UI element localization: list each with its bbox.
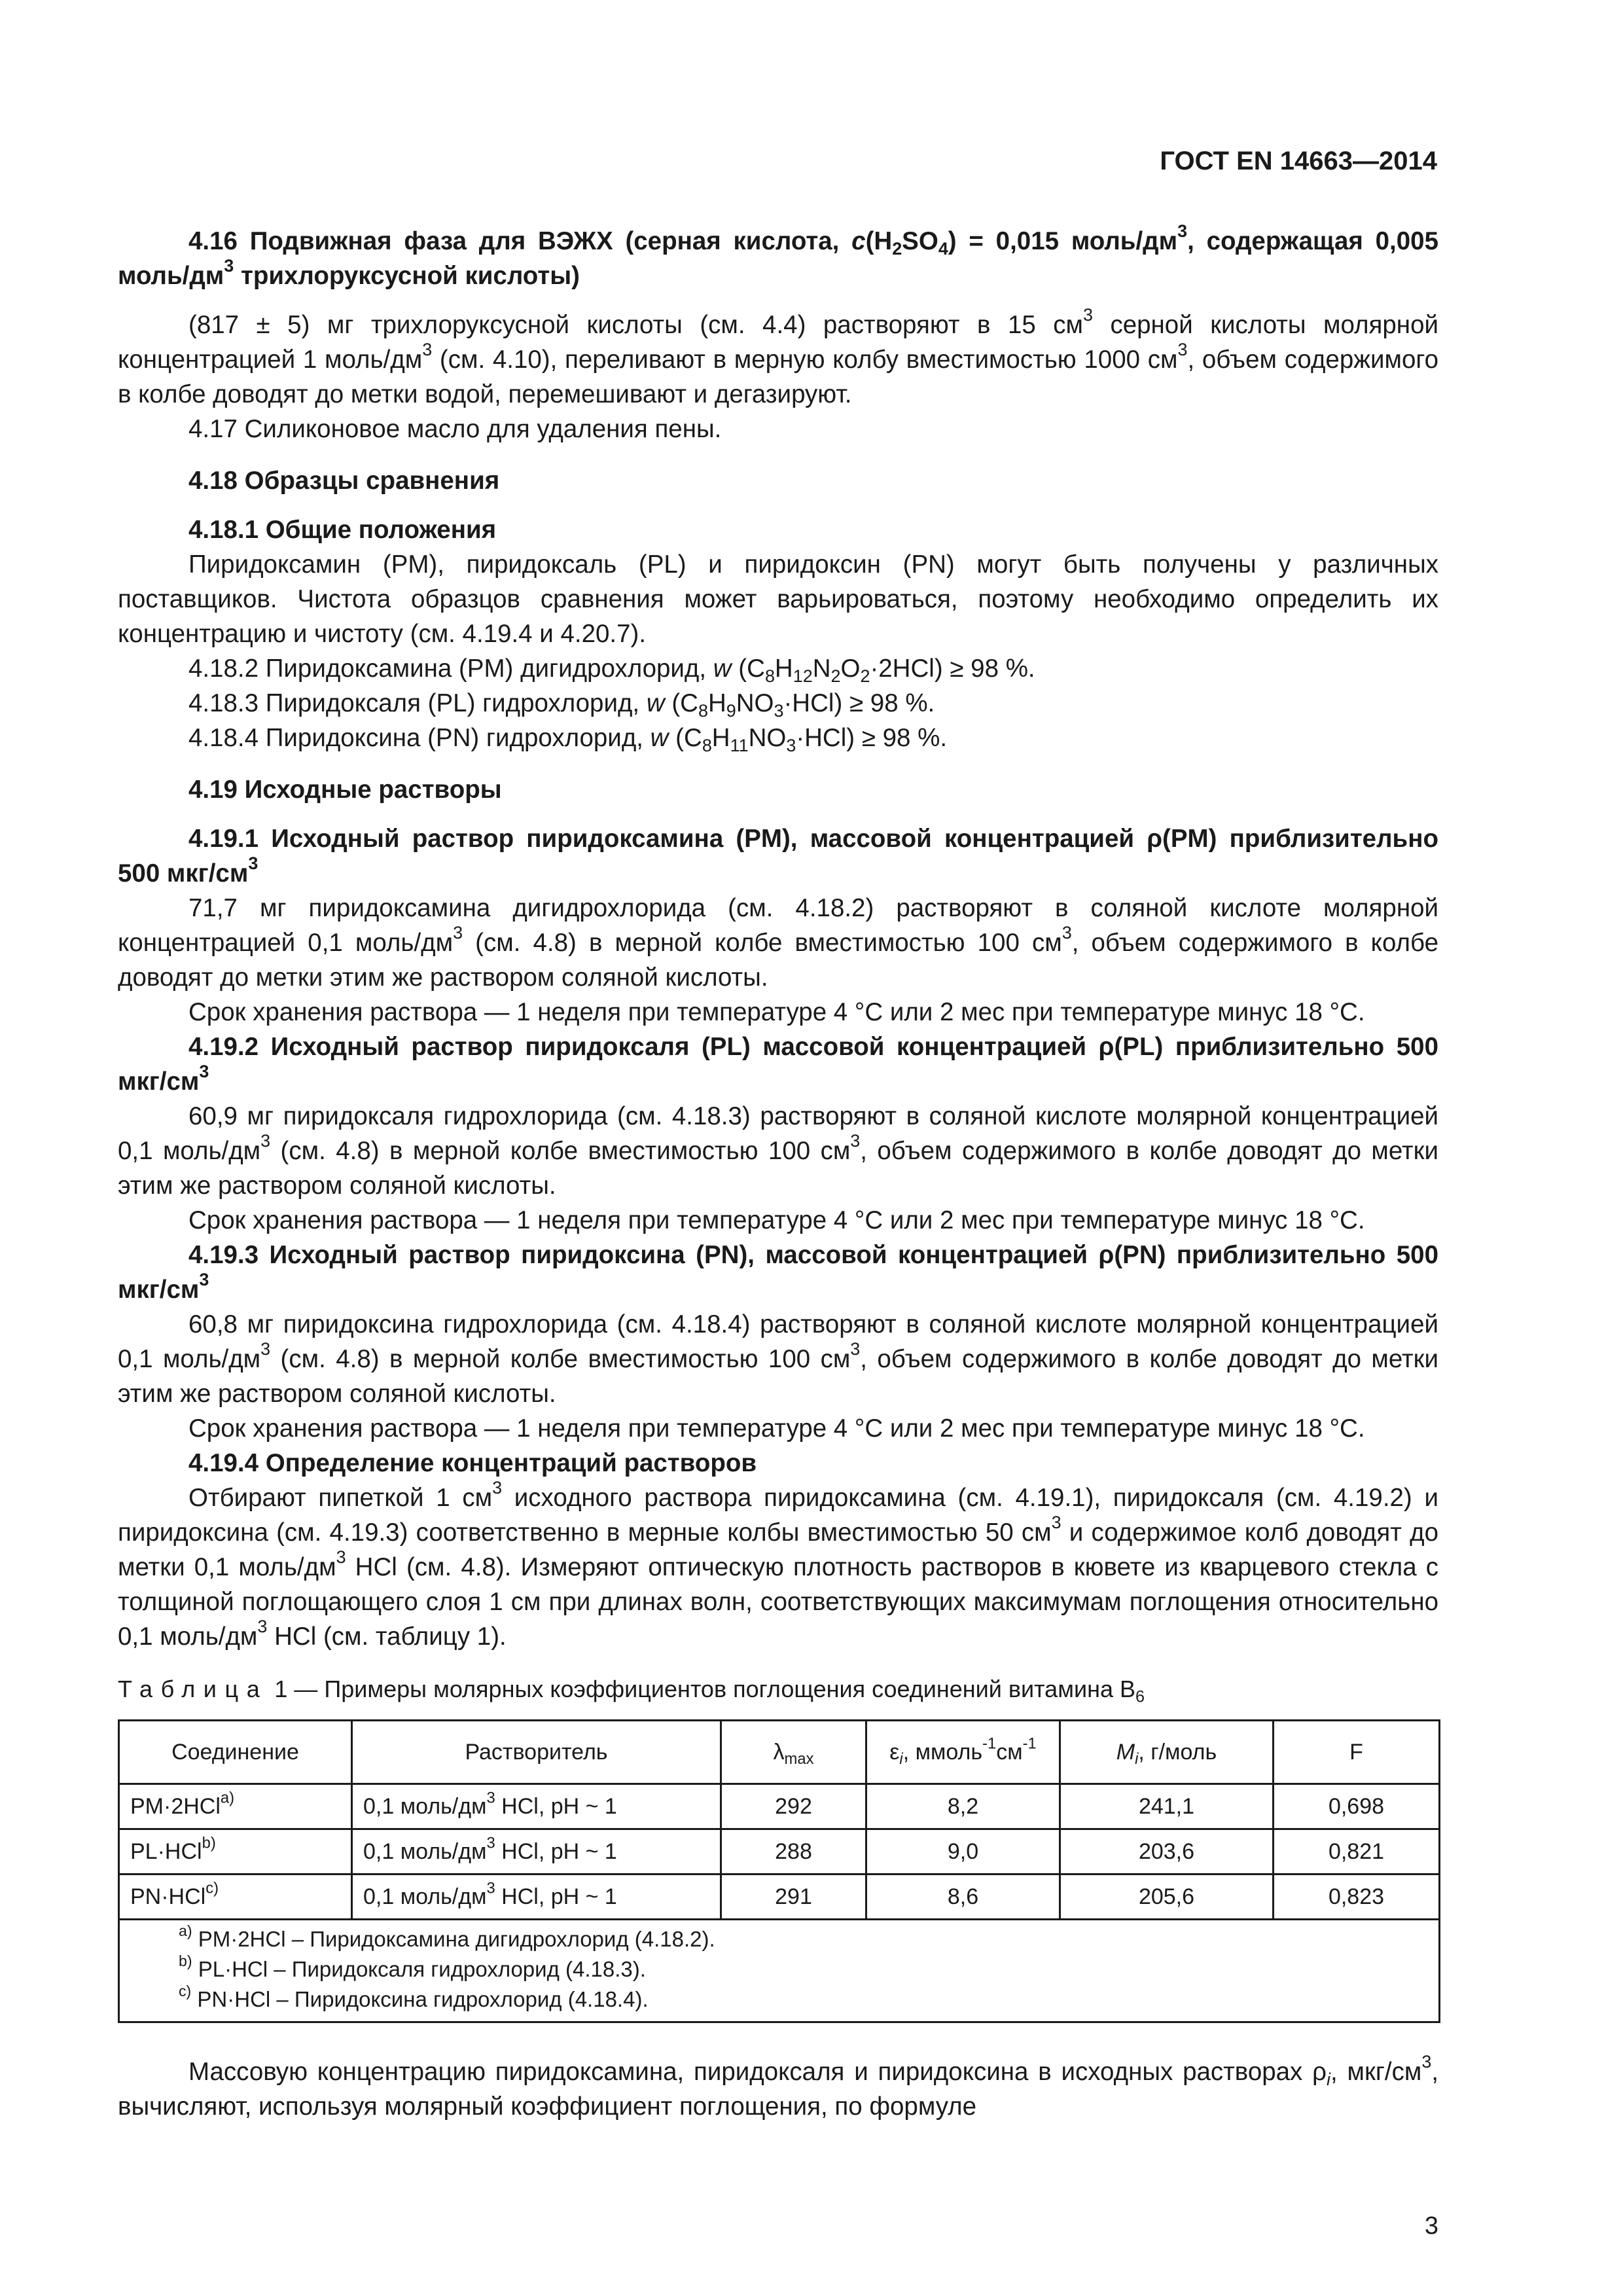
section-4-18-1-title: 4.18.1 Общие положения <box>188 516 497 544</box>
body-text <box>118 221 1439 2124</box>
section-4-19-1-storage: Срок хранения раствора — 1 неделя при температуре 4 °C или 2 мес при температуре минус 18 °C. <box>188 998 1365 1026</box>
table-footnote: $^{b)}$ PL·HCl – Пиридоксаля гидрохлорид (4.18.3). <box>179 1952 646 1981</box>
cell-epsilon: 8,6 <box>866 1874 1060 1920</box>
cell-lambda: 292 <box>721 1784 866 1829</box>
cell-molar-mass: 241,1 <box>1060 1784 1274 1829</box>
table-header-row <box>119 1721 1440 1784</box>
absorption-table <box>118 1719 1440 2023</box>
table-row <box>119 1784 1440 1829</box>
section-4-16-paragraph: (817 ± 5) мг трихлоруксусной кислоты (см. 4.4) растворяют в 15 $см^3$ серной кислоты молярной концентрацией 1 моль/$дм^3$ (см. 4.10), переливают в мерную колбу вместимостью 1000 $см^3$, объем содержимого в колбе доводят до метки водой, перемешивают и дегазируют. <box>118 305 1438 408</box>
section-4-19-4-paragraph: Отбирают пипеткой 1 $см^3$ исходного раствора пиридоксамина (см. 4.19.1), пиридоксаля (см. 4.19.2) и пиридоксина (см. 4.19.3) соответственно в мерные колбы вместимостью 50 $см^3$ и содержимое колб доводят до метки 0,1 моль/$дм^3$ HCl (см. 4.8). Измеряют оптическую плотность растворов в кювете из кварцевого стекла с толщиной поглощающего слоя 1 см при длинах волн, соответствующих максимумам поглощения относительно 0,1 моль/$дм^3$ HCl (см. таблицу 1). <box>118 1478 1438 1651</box>
table-footnote: $^{a)}$ PM·2HCl – Пиридоксамина дигидрохлорид (4.18.2). <box>179 1922 715 1951</box>
cell-molar-mass: 203,6 <box>1060 1829 1274 1874</box>
cell-epsilon: 9,0 <box>866 1829 1060 1874</box>
table-footnotes <box>119 1920 1440 2022</box>
cell-factor: 0,823 <box>1274 1874 1440 1920</box>
section-4-19-1-title: 4.19.1 Исходный раствор пиридоксамина (PM), массовой концентрацией ρ(PM) приблизительно 500 мкг/$см^3$ <box>118 825 1438 888</box>
page-number: 3 <box>1424 2212 1438 2240</box>
section-4-18-1-paragraph: Пиридоксамин (PM), пиридоксаль (PL) и пиридоксин (PN) могут быть получены у различных поставщиков. Чистота образцов сравнения может варьироваться, поэтому необходимо определить их концентрацию и чистоту (см. 4.19.4 и 4.20.7). <box>118 550 1438 648</box>
section-4-19-3-title: 4.19.3 Исходный раствор пиридоксина (PN), массовой концентрацией ρ(PN) приблизительно 500 мкг/$см^3$ <box>118 1241 1438 1304</box>
cell-factor: 0,821 <box>1274 1829 1440 1874</box>
section-4-18-4: 4.18.4 Пиридоксина (PN) гидрохлорид, w $(C_8H_{11}NO_3\cdot HCl) \ge 98$ %. <box>188 724 948 756</box>
cell-lambda: 291 <box>721 1874 866 1920</box>
table-footnotes-row <box>119 1920 1440 2022</box>
table-row <box>119 1829 1440 1874</box>
section-4-19-title: 4.19 Исходные растворы <box>188 776 502 804</box>
section-4-19-2-storage: Срок хранения раствора — 1 неделя при температуре 4 °C или 2 мес при температуре минус 18 °C. <box>188 1206 1365 1234</box>
cell-molar-mass: 205,6 <box>1060 1874 1274 1920</box>
section-4-19-2-paragraph: 60,9 мг пиридоксаля гидрохлорида (см. 4.18.3) растворяют в соляной кислоте молярной концентрацией 0,1 моль/$дм^3$ (см. 4.8) в мерной колбе вместимостью 100 $см^3$, объем содержимого в колбе доводят до метки этим же раствором соляной кислоты. <box>118 1102 1439 1200</box>
standard-header: ГОСТ EN 14663—2014 <box>1160 147 1437 175</box>
header-solvent: Растворитель <box>352 1721 721 1784</box>
section-4-19-3-paragraph: 60,8 мг пиридоксина гидрохлорида (см. 4.18.4) растворяют в соляной кислоте молярной концентрацией 0,1 моль/$дм^3$ (см. 4.8) в мерной колбе вместимостью 100 $см^3$, объем содержимого в колбе доводят до метки этим же раствором соляной кислоты. <box>118 1310 1439 1408</box>
section-4-19-2-title: 4.19.2 Исходный раствор пиридоксаля (PL) массовой концентрацией ρ(PL) приблизительно 500 мкг/$см^3$ <box>118 1033 1438 1096</box>
cell-compound: PM·2HCl$^{a)}$ <box>119 1784 352 1829</box>
section-4-18-3: 4.18.3 Пиридоксаля (PL) гидрохлорид, w $(C_8H_9NO_3\cdot HCl) \ge 98$ %. <box>188 689 935 721</box>
cell-compound: PL·HCl$^{b)}$ <box>119 1829 352 1874</box>
cell-epsilon: 8,2 <box>866 1784 1060 1829</box>
table-footnote: $^{c)}$ PN·HCl – Пиридоксина гидрохлорид (4.18.4). <box>179 1982 649 2011</box>
table-row <box>119 1874 1440 1920</box>
header-lambda: $\lambda_{max}$ <box>721 1721 866 1784</box>
cell-compound: PN·HCl$^{c)}$ <box>119 1874 352 1920</box>
cell-lambda: 288 <box>721 1829 866 1874</box>
header-factor: F <box>1274 1721 1440 1784</box>
section-4-18-title: 4.18 Образцы сравнения <box>188 467 500 495</box>
cell-factor: 0,698 <box>1274 1784 1440 1829</box>
closing-paragraph: Массовую концентрацию пиридоксамина, пиридоксаля и пиридоксина в исходных растворах $\rho_i$, мкг/$см^3$, вычисляют, используя молярный коэффициент поглощения, по формуле <box>118 2052 1439 2121</box>
table-caption: Таблица 1 — Примеры молярных коэффициентов поглощения соединений витамина $B_6$ <box>118 1676 1145 1706</box>
section-4-19-4-title: 4.19.4 Определение концентраций растворов <box>188 1449 757 1477</box>
section-4-16-title: 4.16 Подвижная фаза для ВЭЖХ (серная кислота, $c(H_2SO_4) = 0,015$ моль/$дм^3$, содержащая 0,005 моль/$дм^3$ трихлоруксусной кислоты) <box>118 221 1438 290</box>
cell-solvent: 0,1 моль/$дм^3$ HCl, pH ~ 1 <box>352 1829 721 1874</box>
cell-solvent: 0,1 моль/$дм^3$ HCl, pH ~ 1 <box>352 1784 721 1829</box>
section-4-19-3-storage: Срок хранения раствора — 1 неделя при температуре 4 °C или 2 мес при температуре минус 18 °C. <box>188 1414 1365 1443</box>
section-4-19-1-paragraph: 71,7 мг пиридоксамина дигидрохлорида (см. 4.18.2) растворяют в соляной кислоте молярной концентрацией 0,1 моль/$дм^3$ (см. 4.8) в мерной колбе вместимостью 100 $см^3$, объем содержимого в колбе доводят до метки этим же раствором соляной кислоты. <box>118 894 1439 992</box>
header-compound: Соединение <box>119 1721 352 1784</box>
header-epsilon: $\varepsilon_i$, $ммоль^{-1}см^{-1}$ <box>866 1721 1060 1784</box>
cell-solvent: 0,1 моль/$дм^3$ HCl, pH ~ 1 <box>352 1874 721 1920</box>
section-4-17: 4.17 Силиконовое масло для удаления пены. <box>188 415 722 443</box>
header-molar-mass: $M_i$, г/моль <box>1060 1721 1274 1784</box>
section-4-18-2: 4.18.2 Пиридоксамина (PM) дигидрохлорид, w $(C_8H_{12}N_2O_2\cdot 2HCl) \ge 98$ %. <box>188 655 1035 687</box>
